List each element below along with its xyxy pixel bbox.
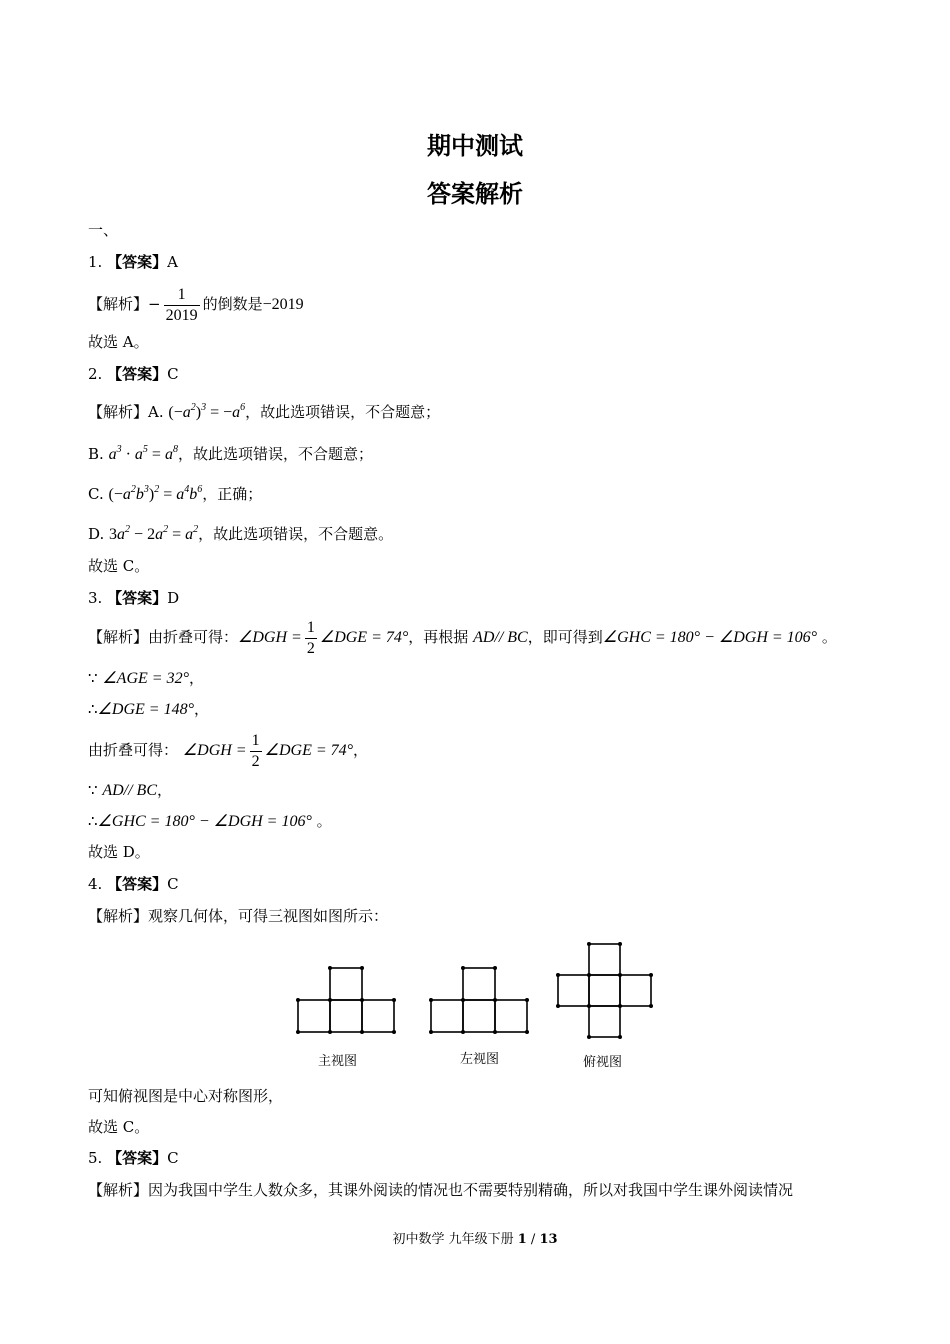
page-subtitle: 答案解析 bbox=[427, 180, 523, 208]
q3-half-fraction-2: $\frac{1}{2}$ bbox=[251, 731, 260, 770]
page-total: 13 bbox=[539, 1232, 558, 1247]
q2-option-d: D. $3a^2 - 2a^2 = a^2$，故此选项错误，不合题意。 bbox=[88, 524, 394, 543]
q4-analysis: 【解析】观察几何体，可得三视图如图所示： bbox=[88, 907, 389, 925]
q3-step-1: ∵ ∠AGE = 32°， bbox=[88, 669, 204, 687]
q3-step-4: ∵ AD// BC， bbox=[88, 781, 173, 799]
q3-answer: 3. 【答案】D bbox=[88, 589, 180, 607]
q4-conclusion: 可知俯视图是中心对称图形， bbox=[88, 1087, 284, 1105]
left-view-caption: 左视图 bbox=[460, 1052, 500, 1067]
q1-analysis: 【解析】− $\frac{1}{2019}$ 的倒数是−2019 bbox=[88, 285, 304, 324]
left-view-shape bbox=[431, 968, 527, 1032]
front-view-shape bbox=[298, 968, 394, 1032]
q5-analysis: 【解析】因为我国中学生人数众多，其课外阅读的情况也不需要特别精确，所以对我国中学生课外阅读情况 bbox=[88, 1181, 794, 1199]
q2-choose: 故选 C。 bbox=[88, 557, 150, 575]
top-view-caption: 俯视图 bbox=[583, 1055, 623, 1070]
q2-answer: 2. 【答案】C bbox=[88, 365, 179, 383]
page-number: 1 bbox=[517, 1232, 527, 1247]
q4-answer: 4. 【答案】C bbox=[88, 875, 179, 893]
q3-choose: 故选 D。 bbox=[88, 843, 150, 861]
front-view-caption: 主视图 bbox=[318, 1054, 358, 1069]
q4-choose: 故选 C。 bbox=[88, 1118, 150, 1136]
q3-step-3: 由折叠可得： ∠DGH = $\frac{1}{2}$ ∠DGE = 74°， bbox=[88, 731, 369, 770]
q2-option-b: B. $a^3 \cdot a^5 = a^8$，故此选项错误，不合题意； bbox=[88, 444, 373, 463]
q2-option-c: C. $(-a^2b^3)^2 = a^4b^6$，正确； bbox=[88, 484, 263, 503]
q3-half-fraction: $\frac{1}{2}$ bbox=[306, 618, 315, 657]
q1-fraction: $\frac{1}{2019}$ bbox=[165, 285, 198, 324]
q3-step-5: ∴∠GHC = 180° − ∠DGH = 106° 。 bbox=[88, 812, 332, 830]
page-title: 期中测试 bbox=[427, 132, 523, 160]
q5-answer: 5. 【答案】C bbox=[88, 1149, 179, 1167]
three-views-figure bbox=[290, 938, 670, 1077]
q1-choose: 故选 A。 bbox=[88, 333, 149, 351]
q1-answer: 1. 【答案】A bbox=[88, 253, 178, 271]
page-footer: 初中数学 九年级下册 1 / 13 bbox=[392, 1232, 558, 1247]
section-heading: 一、 bbox=[88, 221, 119, 239]
top-view-shape bbox=[558, 944, 651, 1037]
q3-analysis: 【解析】由折叠可得：∠DGH = $\frac{1}{2}$ ∠DGE = 74°，再根据 AD// BC，即可得到∠GHC = 180° − ∠DGH = 106° 。 bbox=[88, 618, 837, 657]
q2-option-a: 【解析】A. $(-a^2)^3 = -a^6$，故此选项错误，不合题意； bbox=[88, 402, 441, 421]
q3-step-2: ∴∠DGE = 148°， bbox=[88, 700, 209, 718]
